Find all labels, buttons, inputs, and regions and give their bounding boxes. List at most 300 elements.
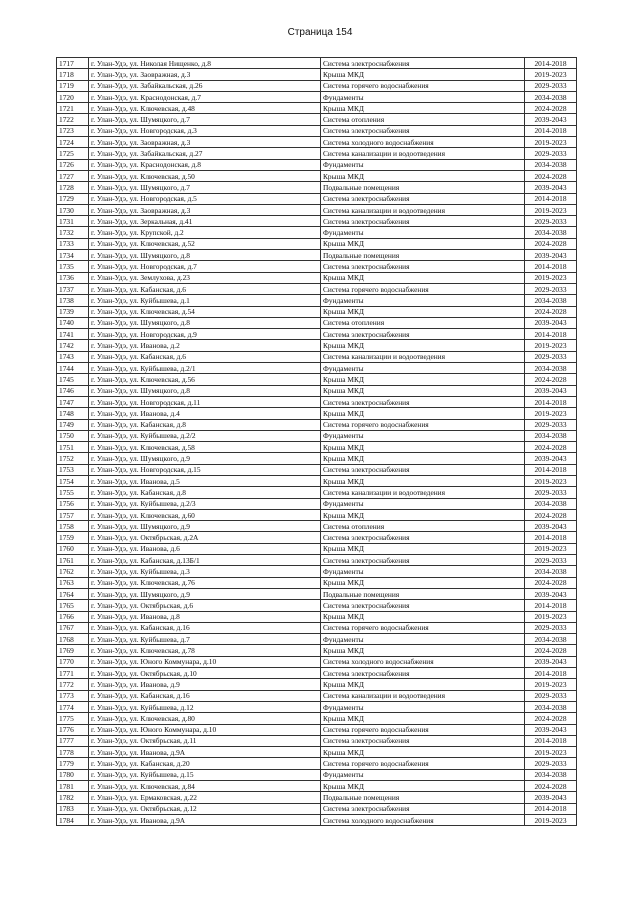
row-system: Система электроснабжения — [321, 555, 525, 566]
table-row — [57, 713, 577, 724]
row-period: 2024-2028 — [525, 238, 577, 249]
row-number: 1761 — [57, 555, 89, 566]
row-system: Система электроснабжения — [321, 668, 525, 679]
row-number: 1731 — [57, 216, 89, 227]
row-period: 2014-2018 — [525, 532, 577, 543]
row-number: 1720 — [57, 91, 89, 102]
row-period: 2039-2043 — [525, 588, 577, 599]
row-period: 2014-2018 — [525, 261, 577, 272]
row-period: 2024-2028 — [525, 442, 577, 453]
row-system: Крыша МКД — [321, 69, 525, 80]
table-row — [57, 374, 577, 385]
row-system: Крыша МКД — [321, 611, 525, 622]
row-number: 1765 — [57, 600, 89, 611]
row-address: г. Улан-Удэ, ул. Юного Коммунара, д.10 — [89, 656, 321, 667]
row-address: г. Улан-Удэ, ул. Кабанская, д.16 — [89, 690, 321, 701]
row-address: г. Улан-Удэ, ул. Кабанская, д.6 — [89, 283, 321, 294]
row-number: 1771 — [57, 668, 89, 679]
table-row — [57, 622, 577, 633]
row-period: 2029-2033 — [525, 283, 577, 294]
row-number: 1770 — [57, 656, 89, 667]
table-row — [57, 814, 577, 825]
row-number: 1755 — [57, 487, 89, 498]
row-number: 1717 — [57, 58, 89, 69]
row-number: 1749 — [57, 419, 89, 430]
row-number: 1738 — [57, 295, 89, 306]
table-row — [57, 453, 577, 464]
row-system: Фундаменты — [321, 430, 525, 441]
row-address: г. Улан-Удэ, ул. Шумяцкого, д.7 — [89, 182, 321, 193]
row-period: 2019-2023 — [525, 475, 577, 486]
row-number: 1766 — [57, 611, 89, 622]
row-address: г. Улан-Удэ, ул. Новгородская, д.15 — [89, 464, 321, 475]
table-row — [57, 509, 577, 520]
row-system: Система канализации и водоотведения — [321, 690, 525, 701]
row-period: 2029-2033 — [525, 80, 577, 91]
row-address: г. Улан-Удэ, ул. Новгородская, д.11 — [89, 396, 321, 407]
row-address: г. Улан-Удэ, ул. Иванова, д.9А — [89, 747, 321, 758]
row-system: Подвальные помещения — [321, 588, 525, 599]
table-row — [57, 69, 577, 80]
row-period: 2014-2018 — [525, 125, 577, 136]
row-system: Крыша МКД — [321, 679, 525, 690]
row-system: Система электроснабжения — [321, 58, 525, 69]
row-address: г. Улан-Удэ, ул. Иванова, д.5 — [89, 475, 321, 486]
row-address: г. Улан-Удэ, ул. Куйбышева, д.2/1 — [89, 363, 321, 374]
row-system: Система электроснабжения — [321, 216, 525, 227]
row-number: 1723 — [57, 125, 89, 136]
table-row — [57, 408, 577, 419]
row-number: 1773 — [57, 690, 89, 701]
row-number: 1726 — [57, 159, 89, 170]
row-address: г. Улан-Удэ, ул. Крупской, д.2 — [89, 227, 321, 238]
row-address: г. Улан-Удэ, ул. Забайкальская, д.27 — [89, 148, 321, 159]
row-address: г. Улан-Удэ, ул. Куйбышева, д.2/3 — [89, 498, 321, 509]
row-number: 1734 — [57, 250, 89, 261]
row-address: г. Улан-Удэ, ул. Куйбышева, д.7 — [89, 634, 321, 645]
table-row — [57, 521, 577, 532]
row-address: г. Улан-Удэ, ул. Октябрьская, д.6 — [89, 600, 321, 611]
table-row — [57, 137, 577, 148]
row-system: Система горячего водоснабжения — [321, 80, 525, 91]
row-system: Крыша МКД — [321, 577, 525, 588]
table-row — [57, 634, 577, 645]
row-number: 1762 — [57, 566, 89, 577]
row-number: 1732 — [57, 227, 89, 238]
row-system: Фундаменты — [321, 227, 525, 238]
row-number: 1721 — [57, 103, 89, 114]
row-system: Фундаменты — [321, 295, 525, 306]
table-row — [57, 80, 577, 91]
table-row — [57, 532, 577, 543]
row-system: Крыша МКД — [321, 408, 525, 419]
table-row — [57, 238, 577, 249]
row-system: Система холодного водоснабжения — [321, 656, 525, 667]
row-address: г. Улан-Удэ, ул. Ключевская, д.52 — [89, 238, 321, 249]
row-system: Фундаменты — [321, 498, 525, 509]
table-row — [57, 204, 577, 215]
row-period: 2019-2023 — [525, 340, 577, 351]
row-period: 2014-2018 — [525, 329, 577, 340]
row-period: 2024-2028 — [525, 781, 577, 792]
row-number: 1744 — [57, 363, 89, 374]
row-period: 2014-2018 — [525, 803, 577, 814]
row-system: Крыша МКД — [321, 306, 525, 317]
row-number: 1747 — [57, 396, 89, 407]
row-system: Крыша МКД — [321, 272, 525, 283]
row-address: г. Улан-Удэ, ул. Октябрьская, д.10 — [89, 668, 321, 679]
row-address: г. Улан-Удэ, ул. Забайкальская, д.26 — [89, 80, 321, 91]
table-row — [57, 363, 577, 374]
table-row — [57, 159, 577, 170]
row-number: 1774 — [57, 701, 89, 712]
row-number: 1769 — [57, 645, 89, 656]
row-period: 2039-2043 — [525, 656, 577, 667]
table-row — [57, 125, 577, 136]
row-period: 2034-2038 — [525, 295, 577, 306]
table-row — [57, 792, 577, 803]
row-system: Система канализации и водоотведения — [321, 487, 525, 498]
table-row — [57, 498, 577, 509]
row-number: 1783 — [57, 803, 89, 814]
table-row — [57, 543, 577, 554]
table-row — [57, 419, 577, 430]
row-address: г. Улан-Удэ, ул. Краснодонская, д.8 — [89, 159, 321, 170]
row-address: г. Улан-Удэ, ул. Ключевская, д.50 — [89, 170, 321, 181]
row-number: 1719 — [57, 80, 89, 91]
row-system: Крыша МКД — [321, 509, 525, 520]
row-period: 2019-2023 — [525, 747, 577, 758]
row-number: 1741 — [57, 329, 89, 340]
row-number: 1722 — [57, 114, 89, 125]
table-row — [57, 261, 577, 272]
row-period: 2024-2028 — [525, 170, 577, 181]
table-row — [57, 396, 577, 407]
table-row — [57, 781, 577, 792]
row-address: г. Улан-Удэ, ул. Новгородская, д.7 — [89, 261, 321, 272]
row-address: г. Улан-Удэ, ул. Иванова, д.4 — [89, 408, 321, 419]
row-system: Система отопления — [321, 317, 525, 328]
row-system: Фундаменты — [321, 634, 525, 645]
row-number: 1767 — [57, 622, 89, 633]
row-system: Система горячего водоснабжения — [321, 283, 525, 294]
row-number: 1782 — [57, 792, 89, 803]
table-row — [57, 114, 577, 125]
row-number: 1756 — [57, 498, 89, 509]
row-system: Система горячего водоснабжения — [321, 724, 525, 735]
row-period: 2019-2023 — [525, 611, 577, 622]
row-address: г. Улан-Удэ, ул. Иванова, д.9 — [89, 679, 321, 690]
row-system: Система электроснабжения — [321, 193, 525, 204]
row-system: Система электроснабжения — [321, 396, 525, 407]
table-row — [57, 566, 577, 577]
row-address: г. Улан-Удэ, ул. Ключевская, д.76 — [89, 577, 321, 588]
row-period: 2019-2023 — [525, 204, 577, 215]
table-row — [57, 577, 577, 588]
row-number: 1777 — [57, 735, 89, 746]
row-system: Крыша МКД — [321, 103, 525, 114]
row-number: 1776 — [57, 724, 89, 735]
row-address: г. Улан-Удэ, ул. Заовражная, д.3 — [89, 69, 321, 80]
row-number: 1758 — [57, 521, 89, 532]
row-number: 1775 — [57, 713, 89, 724]
row-number: 1784 — [57, 814, 89, 825]
row-period: 2019-2023 — [525, 137, 577, 148]
row-number: 1746 — [57, 385, 89, 396]
row-system: Крыша МКД — [321, 543, 525, 554]
row-period: 2024-2028 — [525, 713, 577, 724]
row-period: 2019-2023 — [525, 272, 577, 283]
row-address: г. Улан-Удэ, ул. Куйбышева, д.3 — [89, 566, 321, 577]
row-system: Система электроснабжения — [321, 803, 525, 814]
row-number: 1735 — [57, 261, 89, 272]
row-address: г. Улан-Удэ, ул. Николая Нищенко, д.8 — [89, 58, 321, 69]
registry-table-body — [57, 58, 577, 826]
row-address: г. Улан-Удэ, ул. Ключевская, д.84 — [89, 781, 321, 792]
row-period: 2014-2018 — [525, 600, 577, 611]
row-system: Подвальные помещения — [321, 250, 525, 261]
row-address: г. Улан-Удэ, ул. Ермаковская, д.22 — [89, 792, 321, 803]
row-system: Система электроснабжения — [321, 329, 525, 340]
row-system: Система холодного водоснабжения — [321, 814, 525, 825]
row-address: г. Улан-Удэ, ул. Иванова, д.8 — [89, 611, 321, 622]
row-system: Фундаменты — [321, 566, 525, 577]
row-period: 2014-2018 — [525, 193, 577, 204]
row-address: г. Улан-Удэ, ул. Новгородская, д.9 — [89, 329, 321, 340]
row-period: 2034-2038 — [525, 227, 577, 238]
row-number: 1752 — [57, 453, 89, 464]
row-system: Крыша МКД — [321, 453, 525, 464]
table-row — [57, 747, 577, 758]
table-row — [57, 701, 577, 712]
row-address: г. Улан-Удэ, ул. Куйбышева, д.12 — [89, 701, 321, 712]
row-period: 2029-2033 — [525, 419, 577, 430]
row-period: 2019-2023 — [525, 408, 577, 419]
table-row — [57, 690, 577, 701]
row-period: 2029-2033 — [525, 148, 577, 159]
row-period: 2034-2038 — [525, 159, 577, 170]
table-row — [57, 216, 577, 227]
table-row — [57, 182, 577, 193]
row-period: 2039-2043 — [525, 182, 577, 193]
table-row — [57, 611, 577, 622]
table-row — [57, 103, 577, 114]
row-address: г. Улан-Удэ, ул. Шумяцкого, д.7 — [89, 114, 321, 125]
row-system: Система горячего водоснабжения — [321, 622, 525, 633]
row-address: г. Улан-Удэ, ул. Шумяцкого, д.8 — [89, 250, 321, 261]
table-row — [57, 317, 577, 328]
table-row — [57, 272, 577, 283]
row-system: Фундаменты — [321, 91, 525, 102]
row-system: Крыша МКД — [321, 385, 525, 396]
row-period: 2029-2033 — [525, 351, 577, 362]
row-system: Крыша МКД — [321, 170, 525, 181]
row-system: Система электроснабжения — [321, 261, 525, 272]
table-row — [57, 555, 577, 566]
row-address: г. Улан-Удэ, ул. Кабанская, д.20 — [89, 758, 321, 769]
row-system: Подвальные помещения — [321, 182, 525, 193]
row-system: Система холодного водоснабжения — [321, 137, 525, 148]
row-number: 1743 — [57, 351, 89, 362]
row-period: 2034-2038 — [525, 701, 577, 712]
registry-table — [56, 57, 577, 826]
row-system: Система электроснабжения — [321, 464, 525, 475]
row-number: 1751 — [57, 442, 89, 453]
row-address: г. Улан-Удэ, ул. Юного Коммунара, д.10 — [89, 724, 321, 735]
table-row — [57, 588, 577, 599]
row-period: 2019-2023 — [525, 69, 577, 80]
row-number: 1742 — [57, 340, 89, 351]
row-address: г. Улан-Удэ, ул. Куйбышева, д.2/2 — [89, 430, 321, 441]
row-period: 2029-2033 — [525, 216, 577, 227]
table-row — [57, 193, 577, 204]
row-system: Крыша МКД — [321, 340, 525, 351]
row-number: 1745 — [57, 374, 89, 385]
row-period: 2019-2023 — [525, 543, 577, 554]
row-period: 2014-2018 — [525, 735, 577, 746]
row-number: 1754 — [57, 475, 89, 486]
row-period: 2024-2028 — [525, 577, 577, 588]
row-address: г. Улан-Удэ, ул. Новгородская, д.3 — [89, 125, 321, 136]
page-title: Страница 154 — [287, 27, 353, 38]
row-address: г. Улан-Удэ, ул. Иванова, д.2 — [89, 340, 321, 351]
row-system: Система электроснабжения — [321, 735, 525, 746]
row-period: 2029-2033 — [525, 690, 577, 701]
table-row — [57, 724, 577, 735]
row-address: г. Улан-Удэ, ул. Шумяцкого, д.9 — [89, 588, 321, 599]
row-system: Крыша МКД — [321, 442, 525, 453]
row-number: 1780 — [57, 769, 89, 780]
table-row — [57, 170, 577, 181]
table-row — [57, 803, 577, 814]
row-number: 1779 — [57, 758, 89, 769]
row-address: г. Улан-Удэ, ул. Шумяцкого, д.9 — [89, 521, 321, 532]
row-number: 1740 — [57, 317, 89, 328]
row-system: Крыша МКД — [321, 374, 525, 385]
row-period: 2039-2043 — [525, 724, 577, 735]
row-period: 2014-2018 — [525, 396, 577, 407]
table-row — [57, 668, 577, 679]
row-number: 1736 — [57, 272, 89, 283]
row-system: Крыша МКД — [321, 781, 525, 792]
row-number: 1763 — [57, 577, 89, 588]
row-number: 1753 — [57, 464, 89, 475]
row-number: 1772 — [57, 679, 89, 690]
row-number: 1733 — [57, 238, 89, 249]
row-address: г. Улан-Удэ, ул. Иванова, д.9А — [89, 814, 321, 825]
row-period: 2024-2028 — [525, 645, 577, 656]
row-system: Система отопления — [321, 521, 525, 532]
row-period: 2024-2028 — [525, 306, 577, 317]
table-row — [57, 250, 577, 261]
row-address: г. Улан-Удэ, ул. Ключевская, д.56 — [89, 374, 321, 385]
row-period: 2019-2023 — [525, 679, 577, 690]
row-number: 1724 — [57, 137, 89, 148]
row-system: Крыша МКД — [321, 475, 525, 486]
row-address: г. Улан-Удэ, ул. Кабанская, д.16 — [89, 622, 321, 633]
row-number: 1729 — [57, 193, 89, 204]
row-system: Фундаменты — [321, 701, 525, 712]
row-address: г. Улан-Удэ, ул. Шумяцкого, д.9 — [89, 453, 321, 464]
row-period: 2034-2038 — [525, 566, 577, 577]
row-address: г. Улан-Удэ, ул. Октябрьская, д.2А — [89, 532, 321, 543]
row-address: г. Улан-Удэ, ул. Шумяцкого, д.8 — [89, 385, 321, 396]
table-row — [57, 227, 577, 238]
row-address: г. Улан-Удэ, ул. Ключевская, д.58 — [89, 442, 321, 453]
row-period: 2034-2038 — [525, 769, 577, 780]
row-number: 1718 — [57, 69, 89, 80]
row-period: 2039-2043 — [525, 521, 577, 532]
row-period: 2014-2018 — [525, 668, 577, 679]
table-row — [57, 430, 577, 441]
row-address: г. Улан-Удэ, ул. Иванова, д.6 — [89, 543, 321, 554]
row-period: 2029-2033 — [525, 555, 577, 566]
row-number: 1760 — [57, 543, 89, 554]
row-number: 1750 — [57, 430, 89, 441]
table-row — [57, 464, 577, 475]
row-number: 1757 — [57, 509, 89, 520]
row-system: Подвальные помещения — [321, 792, 525, 803]
row-number: 1781 — [57, 781, 89, 792]
row-system: Система канализации и водоотведения — [321, 351, 525, 362]
row-system: Крыша МКД — [321, 713, 525, 724]
table-row — [57, 600, 577, 611]
row-period: 2024-2028 — [525, 103, 577, 114]
row-system: Система канализации и водоотведения — [321, 148, 525, 159]
row-period: 2034-2038 — [525, 498, 577, 509]
row-number: 1725 — [57, 148, 89, 159]
table-row — [57, 340, 577, 351]
table-row — [57, 442, 577, 453]
table-row — [57, 758, 577, 769]
table-row — [57, 283, 577, 294]
row-period: 2029-2033 — [525, 622, 577, 633]
table-row — [57, 385, 577, 396]
row-address: г. Улан-Удэ, ул. Землухова, д.23 — [89, 272, 321, 283]
row-address: г. Улан-Удэ, ул. Куйбышева, д.1 — [89, 295, 321, 306]
row-address: г. Улан-Удэ, ул. Кабанская, д.8 — [89, 419, 321, 430]
row-number: 1768 — [57, 634, 89, 645]
row-system: Крыша МКД — [321, 238, 525, 249]
row-period: 2024-2028 — [525, 509, 577, 520]
table-row — [57, 148, 577, 159]
row-period: 2039-2043 — [525, 385, 577, 396]
row-address: г. Улан-Удэ, ул. Октябрьская, д.12 — [89, 803, 321, 814]
row-address: г. Улан-Удэ, ул. Краснодонская, д.7 — [89, 91, 321, 102]
row-system: Крыша МКД — [321, 645, 525, 656]
row-period: 2039-2043 — [525, 792, 577, 803]
row-period: 2034-2038 — [525, 634, 577, 645]
row-number: 1764 — [57, 588, 89, 599]
row-address: г. Улан-Удэ, ул. Ключевская, д.78 — [89, 645, 321, 656]
row-address: г. Улан-Удэ, ул. Шумяцкого, д.8 — [89, 317, 321, 328]
table-row — [57, 351, 577, 362]
row-system: Система горячего водоснабжения — [321, 419, 525, 430]
table-row — [57, 769, 577, 780]
row-number: 1728 — [57, 182, 89, 193]
row-number: 1737 — [57, 283, 89, 294]
row-address: г. Улан-Удэ, ул. Зеркальная, д.41 — [89, 216, 321, 227]
row-system: Крыша МКД — [321, 747, 525, 758]
table-row — [57, 475, 577, 486]
row-address: г. Улан-Удэ, ул. Куйбышева, д.15 — [89, 769, 321, 780]
row-system: Система канализации и водоотведения — [321, 204, 525, 215]
row-address: г. Улан-Удэ, ул. Ключевская, д.60 — [89, 509, 321, 520]
row-period: 2039-2043 — [525, 114, 577, 125]
row-period: 2039-2043 — [525, 453, 577, 464]
row-period: 2039-2043 — [525, 317, 577, 328]
row-number: 1739 — [57, 306, 89, 317]
